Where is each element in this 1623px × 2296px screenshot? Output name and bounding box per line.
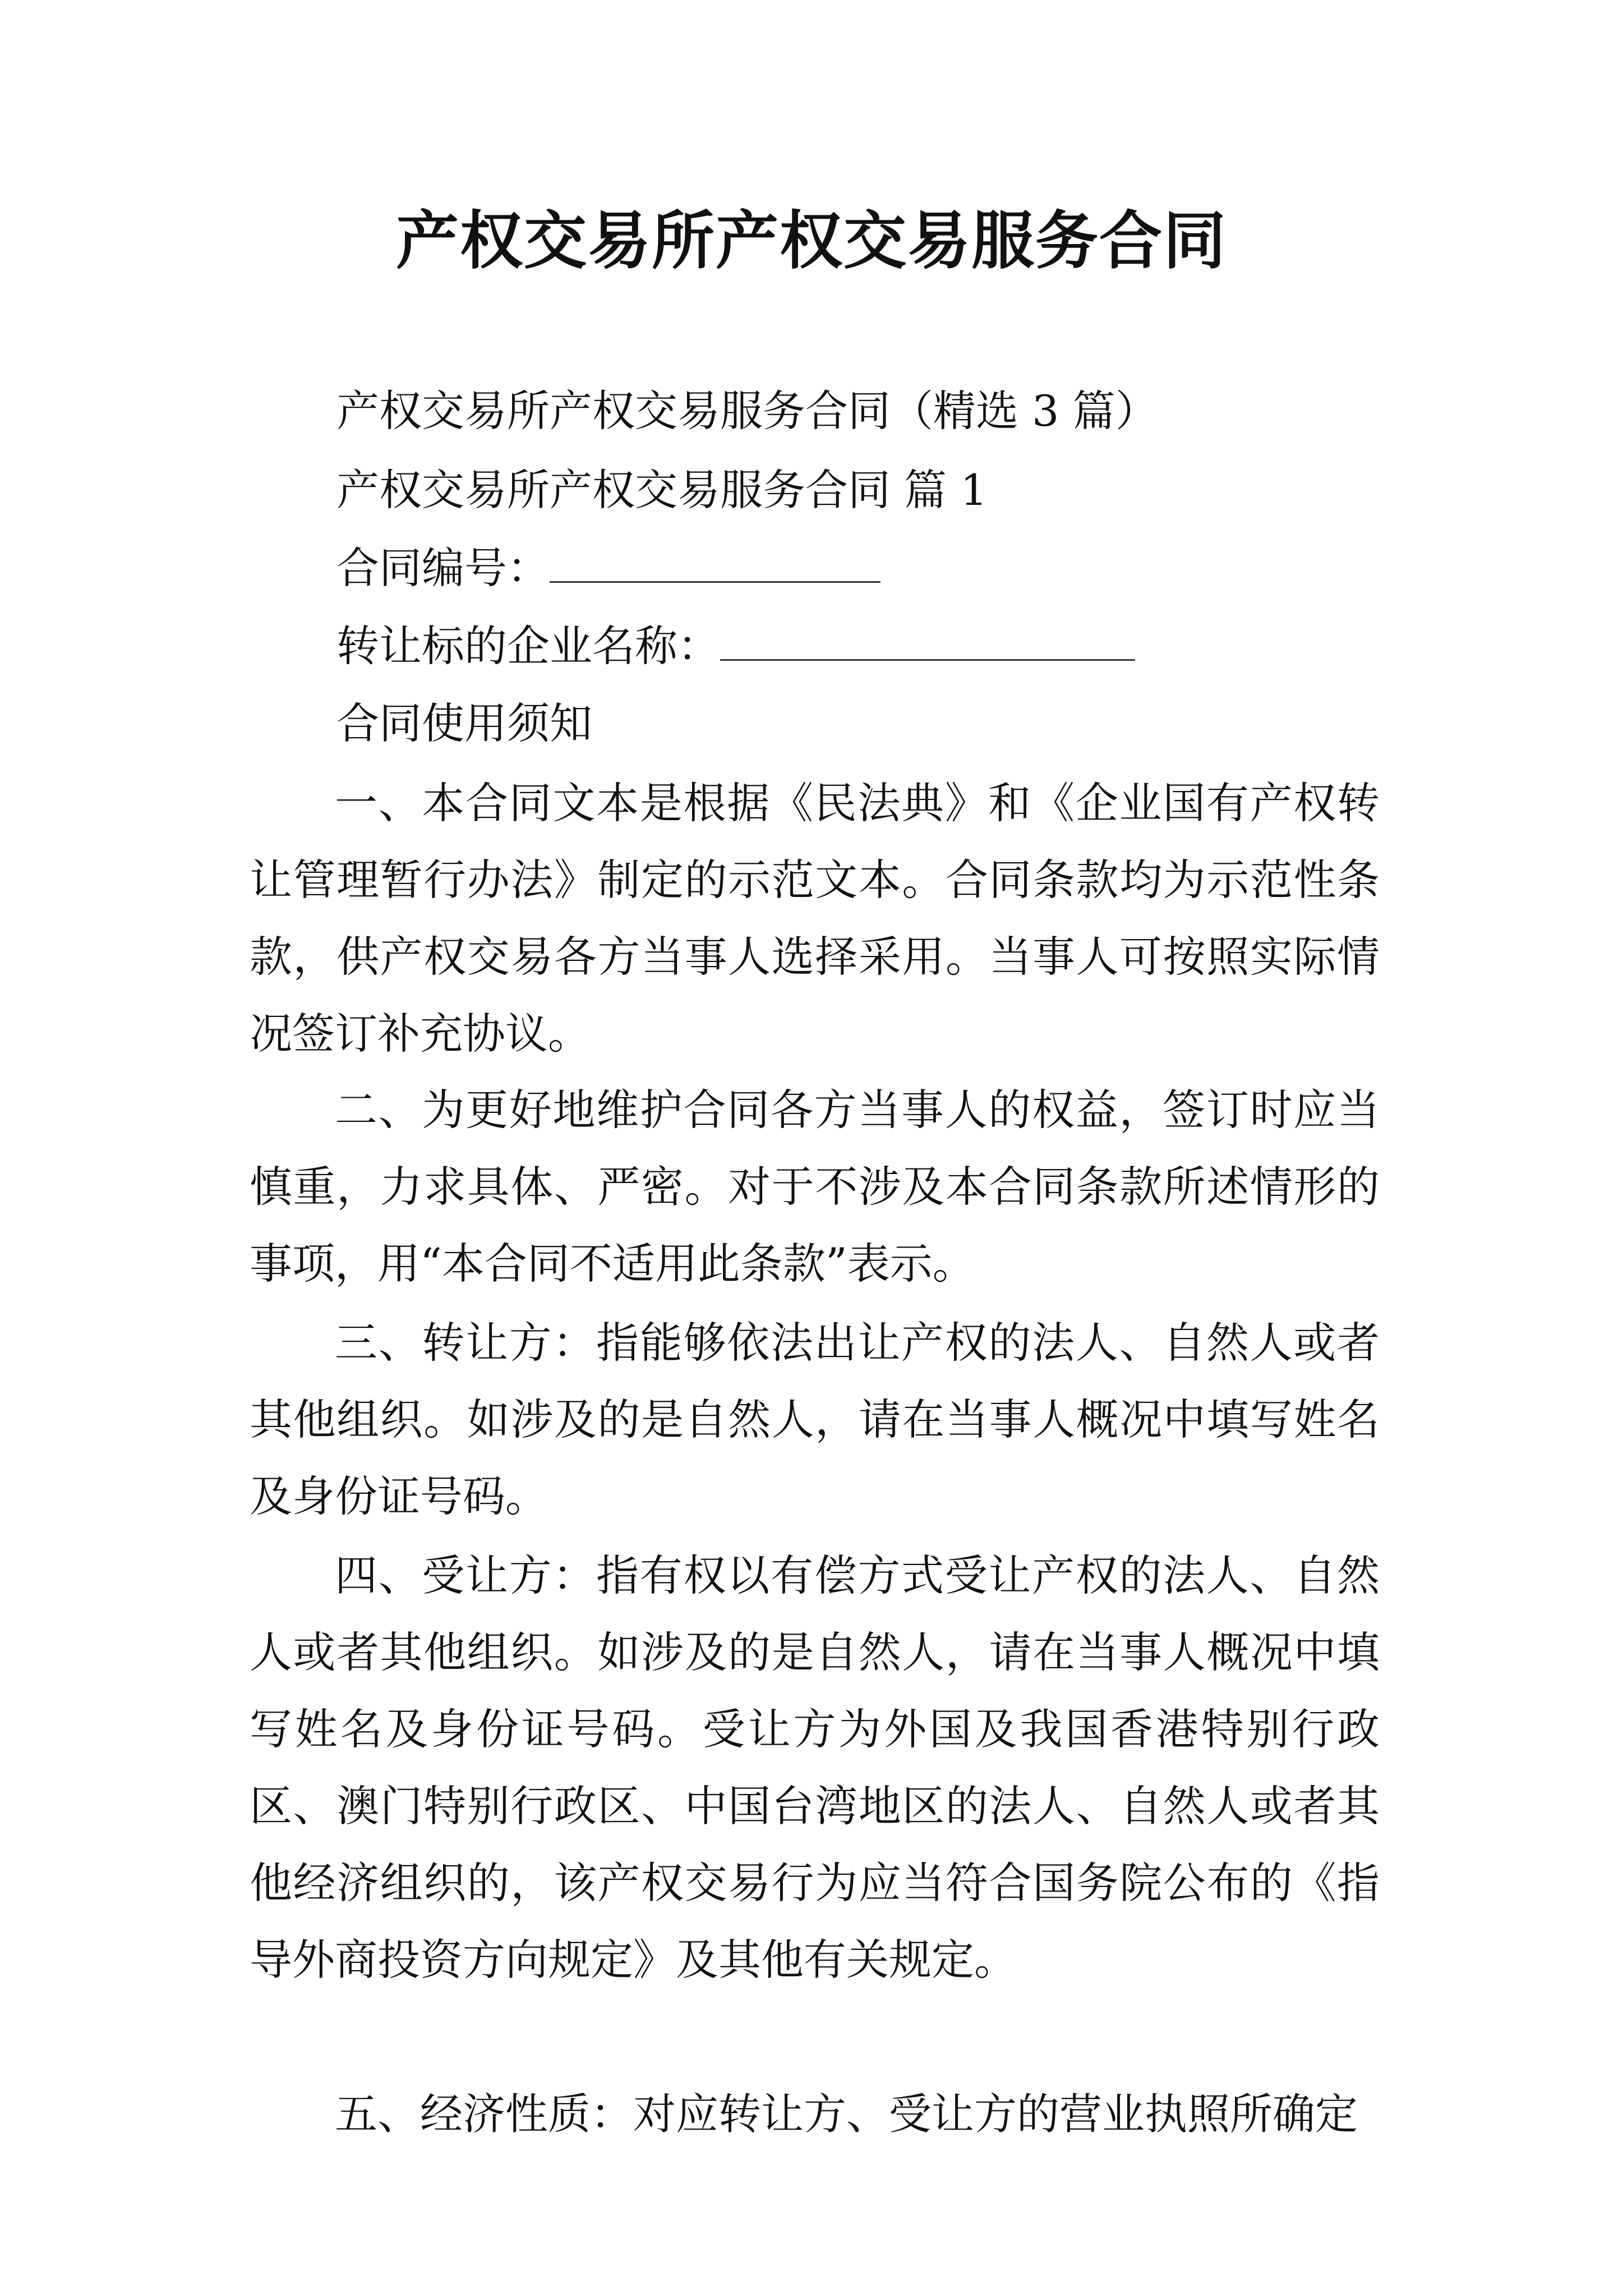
notice-paragraph-3: 三、转让方：指能够依法出让产权的法人、自然人或者其他组织。如涉及的是自然人，请在当事人概况中填写姓名及身份证号码。 <box>250 1318 1380 1521</box>
notice-heading: 合同使用须知 <box>336 698 592 748</box>
enterprise-name-blank <box>720 620 1135 661</box>
notice-paragraph-1: 一、本合同文本是根据《民法典》和《企业国有产权转让管理暂行办法》制定的示范文本。合同条款均为示范性条款，供产权交易各方当事人选择采用。当事人可按照实际情况签订补充协议。 <box>250 778 1380 1059</box>
contract-number-line <box>336 540 880 596</box>
notice-paragraph-2: 二、为更好地维护合同各方当事人的权益，签订时应当慎重，力求具体、严密。对于不涉及本合同条款所述情形的事项，用“本合同不适用此条款”表示。 <box>250 1085 1380 1289</box>
document-subtitle: 产权交易所产权交易服务合同（精选 3 篇） <box>336 386 1158 436</box>
section-heading: 产权交易所产权交易服务合同 篇 1 <box>336 465 988 515</box>
contract-number-label: 合同编号： <box>336 543 550 593</box>
notice-paragraph-4: 四、受让方：指有权以有偿方式受让产权的法人、自然人或者其他组织。如涉及的是自然人，请在当事人概况中填写姓名及身份证号码。受让方为外国及我国香港特别行政区、澳门特别行政区、中国台湾地区的法人、自然人或者其他经济组织的，该产权交易行为应当符合国务院公布的《指导外商投资方向规定》及其他有关规定。 <box>250 1550 1380 1985</box>
enterprise-name-label: 转让标的企业名称： <box>336 621 720 671</box>
notice-paragraph-5: 五、经济性质：对应转让方、受让方的营业执照所确定 <box>335 2089 1358 2139</box>
document-title: 产权交易所产权交易服务合同 <box>396 204 1227 278</box>
enterprise-name-line <box>336 618 1135 674</box>
contract-number-blank <box>550 542 880 583</box>
